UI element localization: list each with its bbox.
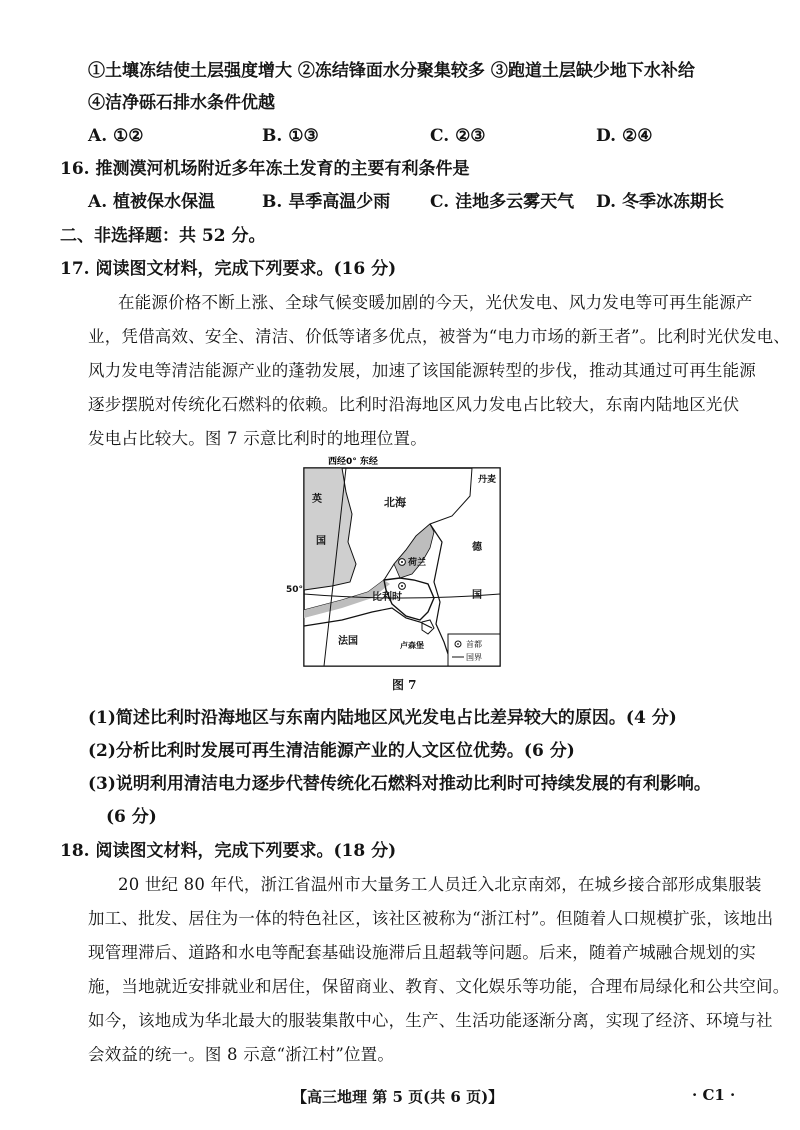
section-title: 二、非选择题：共 52 分。 (60, 226, 266, 246)
q15-option-a: A. ①② (88, 126, 144, 146)
france-label: 法国 (338, 636, 358, 647)
q18-paragraph-line: 现管理滞后、道路和水电等配套基础设施滞后且超载等问题。后来，随着产城融合规划的实 (88, 943, 756, 962)
q18-paragraph-line: 加工、批发、居住为一体的特色社区，该社区被称为“浙江村”。但随着人口规模扩张，该地出 (88, 909, 774, 928)
amsterdam-capital-dot (401, 561, 403, 563)
q17-paragraph-line: 在能源价格不断上涨、全球气候变暖加剧的今天，光伏发电、风力发电等可再生能源产 (118, 293, 753, 312)
q15-option-d: D. ②④ (596, 126, 653, 146)
q16-option-a: A. 植被保水保温 (88, 192, 216, 212)
q15-statements-line1: ①土壤冻结使土层强度增大 ②冻结锋面水分聚集较多 ③跑道土层缺少地下水补给 (88, 61, 695, 81)
figure-7-caption: 图 7 (392, 678, 417, 692)
page-footer: 【高三地理 第 5 页(共 6 页)】 (292, 1088, 504, 1106)
q17-sub-question-3-score: (6 分) (106, 807, 157, 827)
q17-sub-question-3: (3)说明利用清洁电力逐步代替传统化石燃料对推动比利时可持续发展的有利影响。 (88, 774, 711, 794)
uk-label: 英 (312, 494, 322, 505)
belgium-label: 比利时 (372, 592, 402, 603)
legend-capital-label: 首都 (466, 640, 482, 649)
q18-paragraph-line: 会效益的统一。图 8 示意“浙江村”位置。 (88, 1045, 395, 1064)
paper-code: · C1 · (692, 1086, 736, 1104)
q18-stem: 18. 阅读图文材料，完成下列要求。(18 分) (60, 841, 397, 861)
germany-label: 国 (472, 590, 482, 601)
q16-stem: 16. 推测漠河机场附近多年冻土发育的主要有利条件是 (60, 159, 470, 179)
q17-paragraph-line: 逐步摆脱对传统化石燃料的依赖。比利时沿海地区风力发电占比较大，东南内陆地区光伏 (88, 395, 740, 414)
q16-option-b: B. 旱季高温少雨 (262, 192, 391, 212)
denmark-label: 丹麦 (478, 475, 497, 485)
q17-paragraph-line: 发电占比较大。图 7 示意比利时的地理位置。 (88, 429, 427, 448)
legend-border-label: 国界 (466, 653, 482, 662)
q16-option-d: D. 冬季冰冻期长 (596, 192, 724, 212)
figure-7-map (302, 452, 502, 667)
q15-option-b: B. ①③ (262, 126, 319, 146)
q16-option-c: C. 洼地多云雾天气 (430, 192, 575, 212)
q17-paragraph-line: 业，凭借高效、安全、清洁、价低等诸多优点，被誉为“电力市场的新王者”。比利时光伏发电、 (88, 327, 790, 346)
netherlands-label: 荷兰 (408, 558, 427, 568)
germany-label: 德 (472, 542, 482, 553)
brussels-capital-dot (401, 585, 403, 587)
q17-sub-question-2: (2)分析比利时发展可再生清洁能源产业的人文区位优势。(6 分) (88, 741, 575, 761)
q15-statements-line2: ④洁净砾石排水条件优越 (88, 93, 275, 113)
q17-paragraph-line: 风力发电等清洁能源产业的蓬勃发展，加速了该国能源转型的步伐，推动其通过可再生能源 (88, 361, 756, 380)
q17-stem: 17. 阅读图文材料，完成下列要求。(16 分) (60, 259, 397, 279)
legend-capital-dot (457, 643, 459, 645)
q18-paragraph-line: 施，当地就近安排就业和居住，保留商业、教育、文化娱乐等功能，合理布局绿化和公共空间。 (88, 977, 790, 996)
north-sea-label: 北海 (384, 496, 406, 509)
q17-sub-question-1: (1)简述比利时沿海地区与东南内陆地区风光发电占比差异较大的原因。(4 分) (88, 708, 677, 728)
q15-option-c: C. ②③ (430, 126, 486, 146)
luxembourg-label: 卢森堡 (400, 641, 424, 650)
q18-paragraph-line: 20 世纪 80 年代，浙江省温州市大量务工人员迁入北京南郊，在城乡接合部形成集服装 (118, 875, 762, 894)
uk-label: 国 (316, 536, 326, 547)
q18-paragraph-line: 如今，该地成为华北最大的服装集散中心，生产、生活功能逐渐分离，实现了经济、环境与社 (88, 1011, 773, 1030)
meridian-label: 西经0° 东经 (328, 457, 378, 467)
latitude-50-label: 50° (286, 585, 304, 595)
